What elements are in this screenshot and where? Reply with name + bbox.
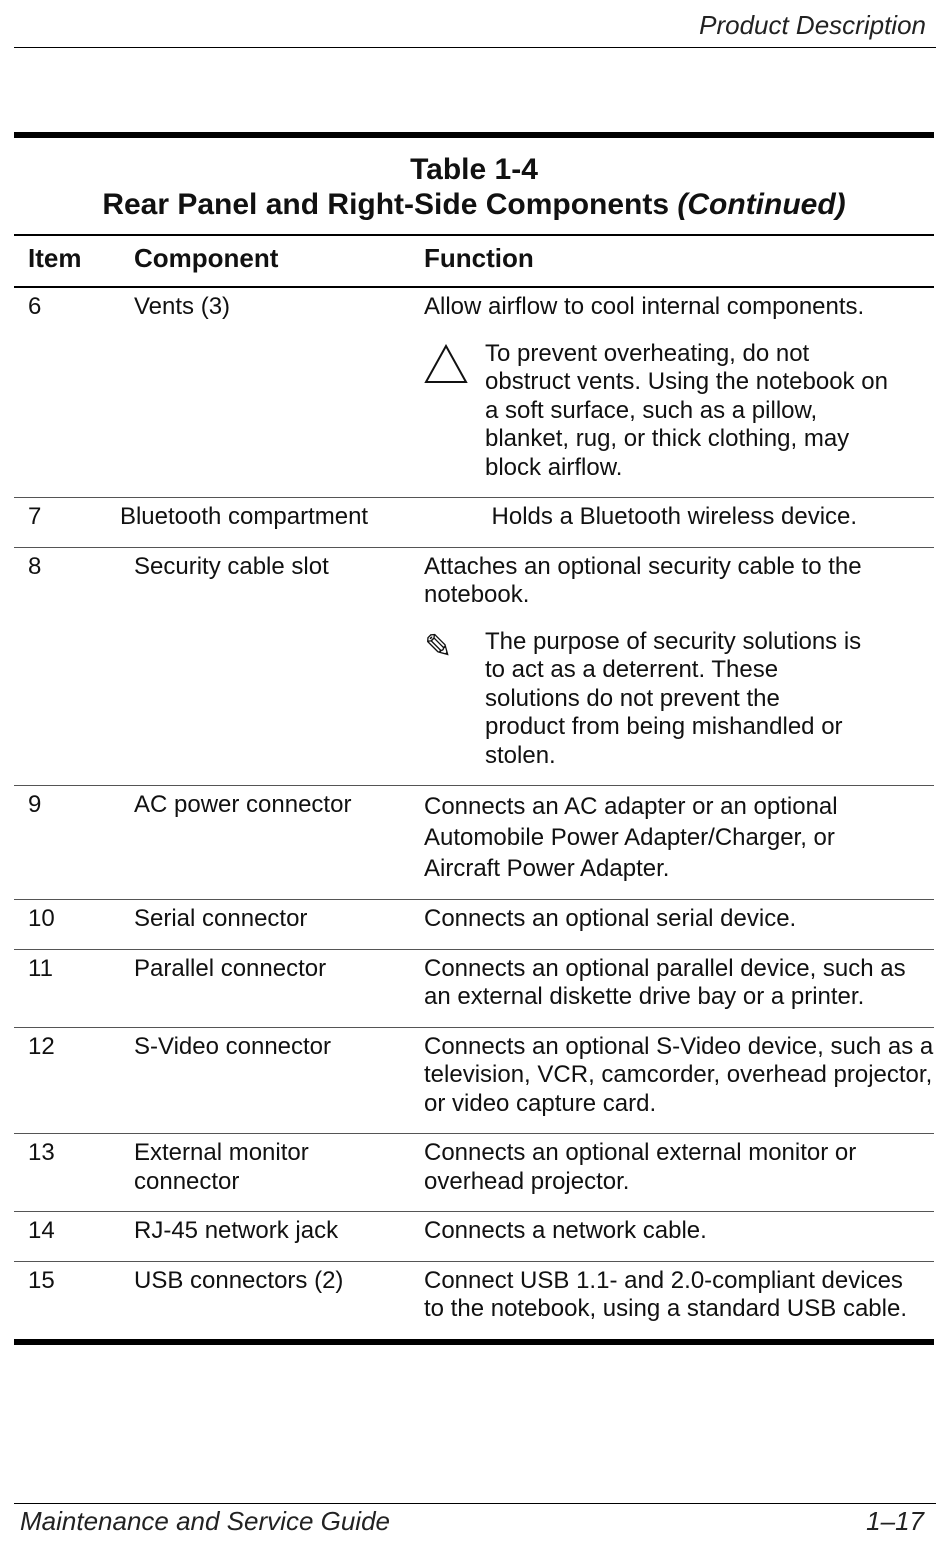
function-text: Connect USB 1.1- and 2.0-compliant devices to the notebook, using a standard USB cable. xyxy=(424,1266,907,1322)
component-name: Vents (3) xyxy=(134,293,231,320)
page-number: 1–17 xyxy=(866,1506,924,1536)
table-title-suffix: (Continued) xyxy=(677,188,846,221)
function-cell xyxy=(424,548,934,786)
item-number: 13 xyxy=(28,1139,55,1166)
running-header: Product Description xyxy=(699,10,926,40)
column-header-item: Item xyxy=(28,243,82,273)
component-name: Security cable slot xyxy=(134,552,329,580)
function-text: Connects an optional serial device. xyxy=(424,905,797,932)
components-table xyxy=(14,132,934,1345)
table-bottom-rule xyxy=(14,1339,934,1345)
component-name: RJ-45 network jack xyxy=(134,1217,339,1244)
function-text: Connects a network cable. xyxy=(424,1217,707,1244)
function-text: Connects an optional S-Video device, such as a television, VCR, camcorder, overhead projector, or video capture card. xyxy=(424,1032,934,1117)
table-caption xyxy=(14,138,934,234)
component-name: S-Video connector xyxy=(134,1032,332,1060)
table-row xyxy=(14,548,934,787)
function-text: Attaches an optional security cable to the notebook. xyxy=(424,552,862,608)
item-number: 6 xyxy=(28,293,42,320)
component-name: USB connectors (2) xyxy=(134,1266,344,1294)
table-label: Table 1-4 xyxy=(410,153,538,186)
table-row xyxy=(14,786,934,900)
column-header-component: Component xyxy=(134,243,279,273)
table-row xyxy=(14,1212,934,1262)
item-number: 9 xyxy=(28,791,42,818)
function-text: Connects an AC adapter or an optional Automobile Power Adapter/Charger, or Aircraft Power Adapter. xyxy=(424,793,838,882)
function-text: Holds a Bluetooth wireless device. xyxy=(491,503,858,530)
item-number: 7 xyxy=(28,503,42,530)
table-row xyxy=(14,1262,934,1339)
table-row xyxy=(14,900,934,950)
note-text: The purpose of security solutions is to act as a deterrent. These solutions do not prevent the product from being mishandled or stolen. xyxy=(485,627,862,769)
header-rule xyxy=(14,47,936,48)
table-row xyxy=(14,1134,934,1212)
item-number: 11 xyxy=(28,954,53,982)
item-number: 15 xyxy=(28,1266,55,1294)
table-row xyxy=(14,1028,934,1135)
table-row xyxy=(14,950,934,1028)
caution-text: To prevent overheating, do not obstruct vents. Using the notebook on a soft surface, such as a pillow, blanket, rug, or thick clothing, may block airflow. xyxy=(485,339,888,481)
function-text: Connects an optional parallel device, such as an external diskette drive bay or a printer. xyxy=(424,954,906,1010)
function-text: Allow airflow to cool internal components. xyxy=(424,293,865,320)
component-name: Bluetooth compartment xyxy=(119,503,369,530)
table-row xyxy=(14,288,934,498)
item-number: 10 xyxy=(28,905,55,932)
pencil-note-icon: ✎ xyxy=(424,627,453,666)
table-header-row xyxy=(14,236,934,288)
component-name: External monitor connector xyxy=(134,1139,309,1195)
info-note xyxy=(424,628,934,771)
item-number: 12 xyxy=(28,1032,55,1060)
item-number: 14 xyxy=(28,1217,55,1244)
footer-rule xyxy=(14,1503,936,1504)
caution-triangle-icon xyxy=(424,340,485,483)
footer-guide-title: Maintenance and Service Guide xyxy=(20,1506,391,1536)
component-name: Serial connector xyxy=(134,905,308,932)
item-number: 8 xyxy=(28,552,42,580)
table-title xyxy=(14,187,934,222)
column-header-function: Function xyxy=(424,243,534,273)
component-name: Parallel connector xyxy=(134,954,327,982)
table-row xyxy=(14,498,934,548)
component-name: AC power connector xyxy=(134,791,352,818)
table-title-text: Rear Panel and Right-Side Components xyxy=(102,188,670,221)
function-text: Connects an optional external monitor or overhead projector. xyxy=(424,1139,857,1195)
function-cell xyxy=(424,288,934,497)
caution-note xyxy=(424,340,934,483)
